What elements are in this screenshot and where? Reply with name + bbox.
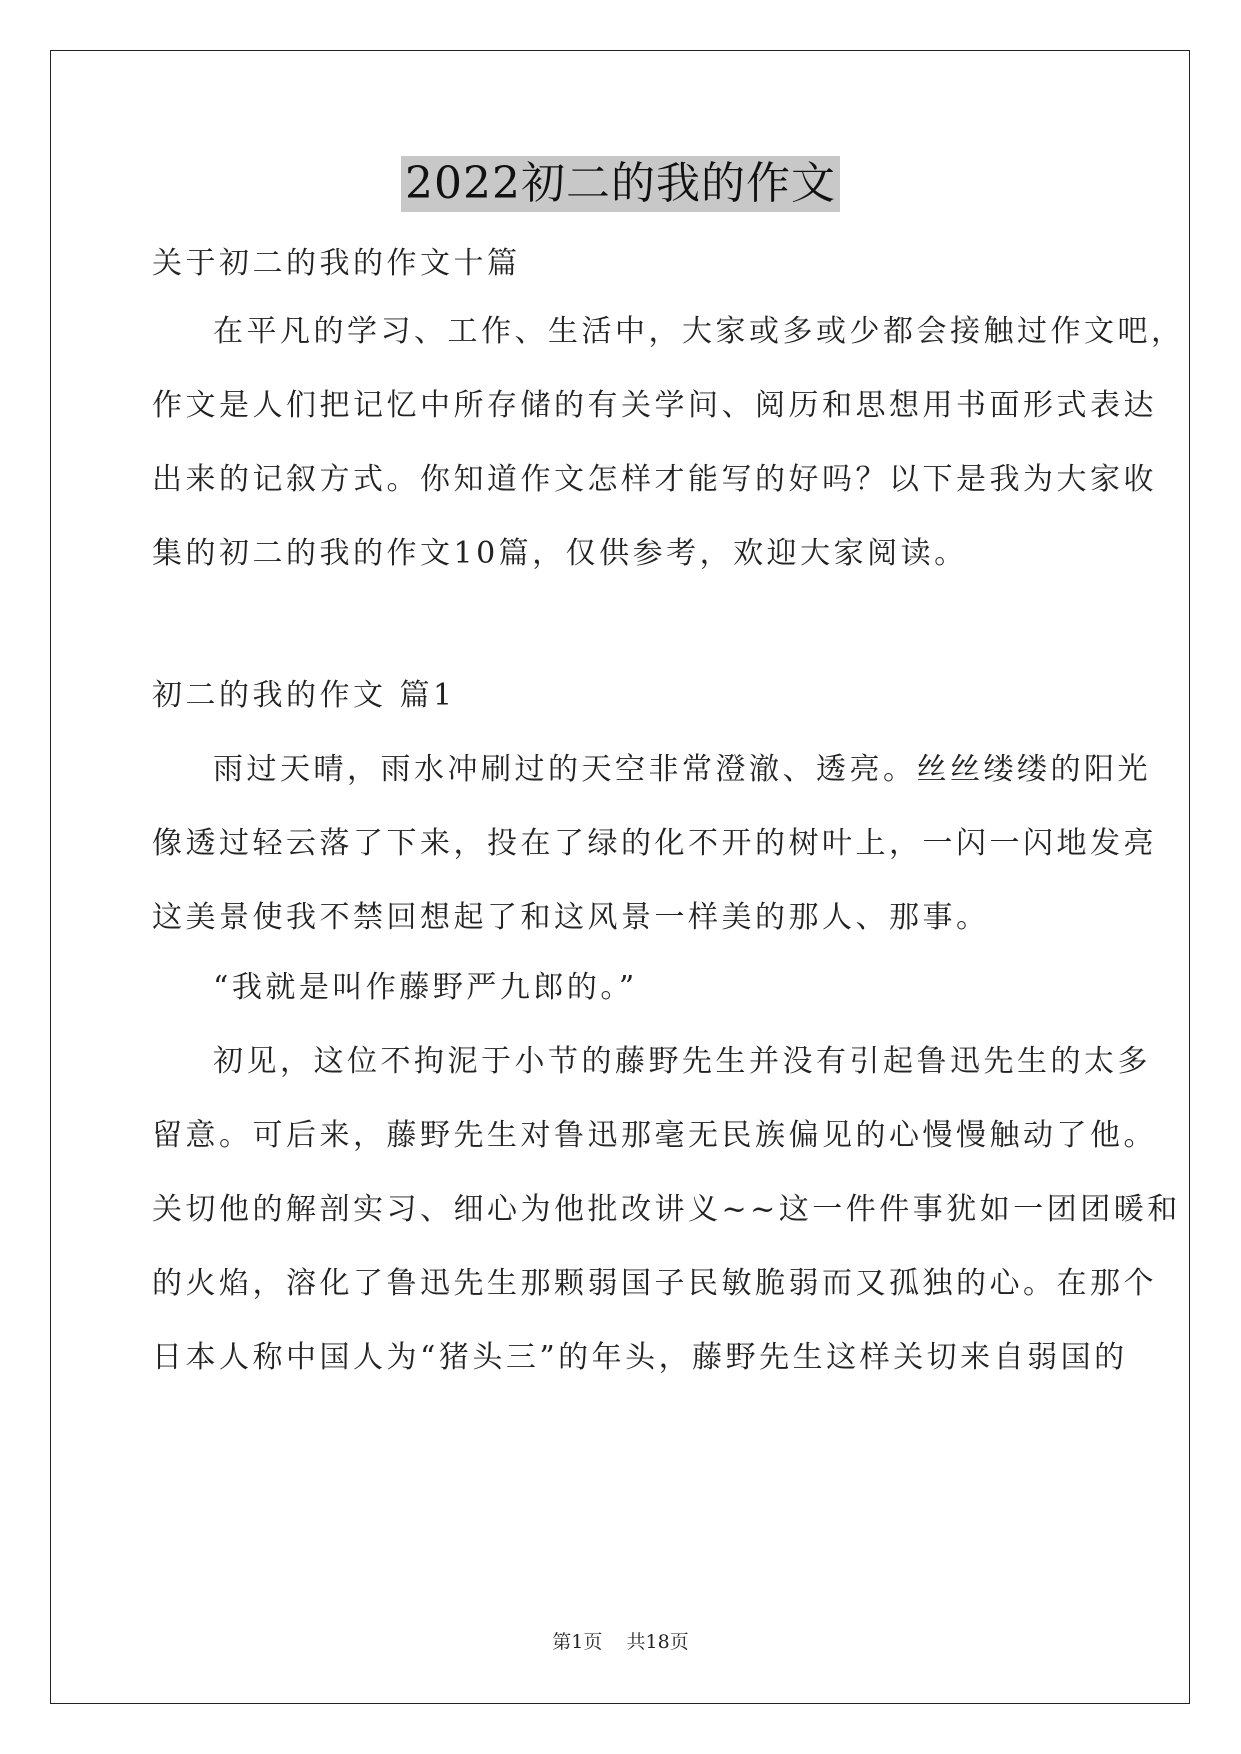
intro-line: 集的初二的我的作文10篇，仅供参考，欢迎大家阅读。 xyxy=(152,536,968,571)
body-line: 雨过天晴，雨水冲刷过的天空非常澄澈、透亮。丝丝缕缕的阳光 xyxy=(213,752,1151,787)
intro-line: 出来的记叙方式。你知道作文怎样才能写的好吗？以下是我为大家收 xyxy=(152,462,1157,497)
body-line: 初见，这位不拘泥于小节的藤野先生并没有引起鲁迅先生的太多 xyxy=(213,1044,1151,1079)
title-container xyxy=(0,156,1241,212)
body-line: 留意。可后来，藤野先生对鲁迅那毫无民族偏见的心慢慢触动了他。 xyxy=(152,1118,1157,1153)
body-line: 像透过轻云落了下来，投在了绿的化不开的树叶上，一闪一闪地发亮 xyxy=(152,826,1157,861)
document-subtitle: 关于初二的我的作文十篇 xyxy=(152,246,521,281)
body-line: 的火焰，溶化了鲁迅先生那颗弱国子民敏脆弱而又孤独的心。在那个 xyxy=(152,1266,1157,1301)
body-line: 这美景使我不禁回想起了和这风景一样美的那人、那事。 xyxy=(152,900,990,935)
section-heading: 初二的我的作文 篇1 xyxy=(152,678,456,713)
intro-line: 作文是人们把记忆中所存储的有关学问、阅历和思想用书面形式表达 xyxy=(152,388,1157,423)
page-number-footer: 第1页 共18页 xyxy=(552,1631,689,1653)
intro-line: 在平凡的学习、工作、生活中，大家或多或少都会接触过作文吧， xyxy=(213,314,1185,349)
body-line-quote: “我就是叫作藤野严九郎的。” xyxy=(213,970,638,1005)
body-line: 日本人称中国人为“猪头三”的年头，藤野先生这样关切来自弱国的 xyxy=(152,1340,1128,1375)
page-border xyxy=(50,50,1190,1704)
document-title: 2022初二的我的作文 xyxy=(401,156,840,212)
body-line: 关切他的解剖实习、细心为他批改讲义~~这一件件事犹如一团团暖和 xyxy=(152,1192,1181,1227)
